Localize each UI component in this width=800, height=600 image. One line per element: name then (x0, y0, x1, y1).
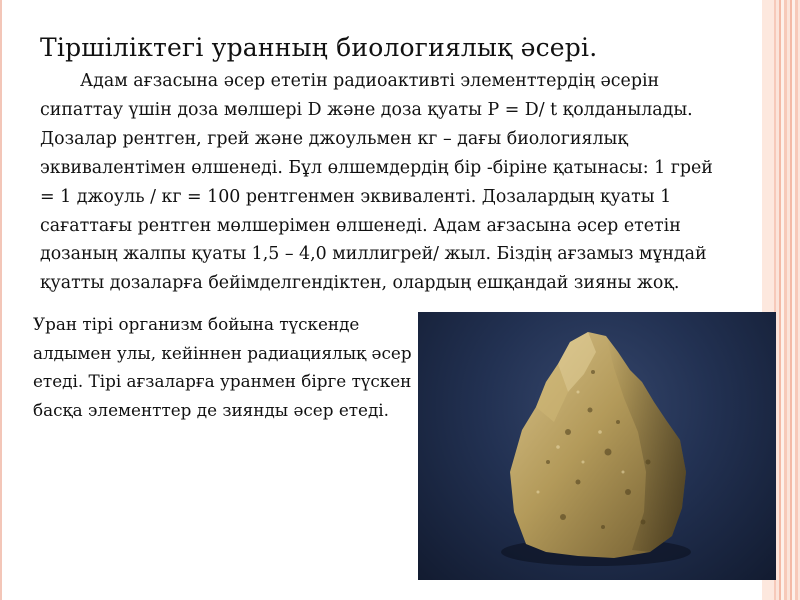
main-paragraph-block (40, 67, 730, 298)
uranium-ore-photo (418, 312, 776, 580)
main-paragraph: Адам ағзасына әсер ететін радиоактивті элементтердің әсерін сипаттау үшін доза мөлшері D және доза қуаты P = D/ t қолданылады. Дозалар рентген, грей және джоульмен кг – дағы биологиялық эквивалентімен өлшенеді. Бұл өлшемдердің бір -біріне қатынасы: 1 грей = 1 джоуль / кг = 100 рентгенмен эквиваленті. Дозалардың қуаты 1 сағаттағы рентген мөлшерімен өлшенеді. Адам ағзасына әсер ететін дозаның жалпы қуаты 1,5 – 4,0 миллигрей/ жыл. Біздің ағзамыз мұндай қуатты дозаларға бейімделгендіктен, олардың ешқандай зияны жоқ. (40, 71, 713, 294)
slide-border (0, 0, 2, 600)
uranium-ore-rock-icon (418, 312, 776, 580)
slide-title: Тіршіліктегі уранның биологиялық әсері. (40, 33, 598, 62)
side-paragraph: Уран тірі организм бойына түскенде алдымен улы, кейіннен радиациялық әсер етеді. Тірі ағзаларға уранмен бірге түскен басқа элементтер де зиянды әсер етеді. (33, 314, 412, 420)
side-paragraph-block (33, 310, 428, 424)
